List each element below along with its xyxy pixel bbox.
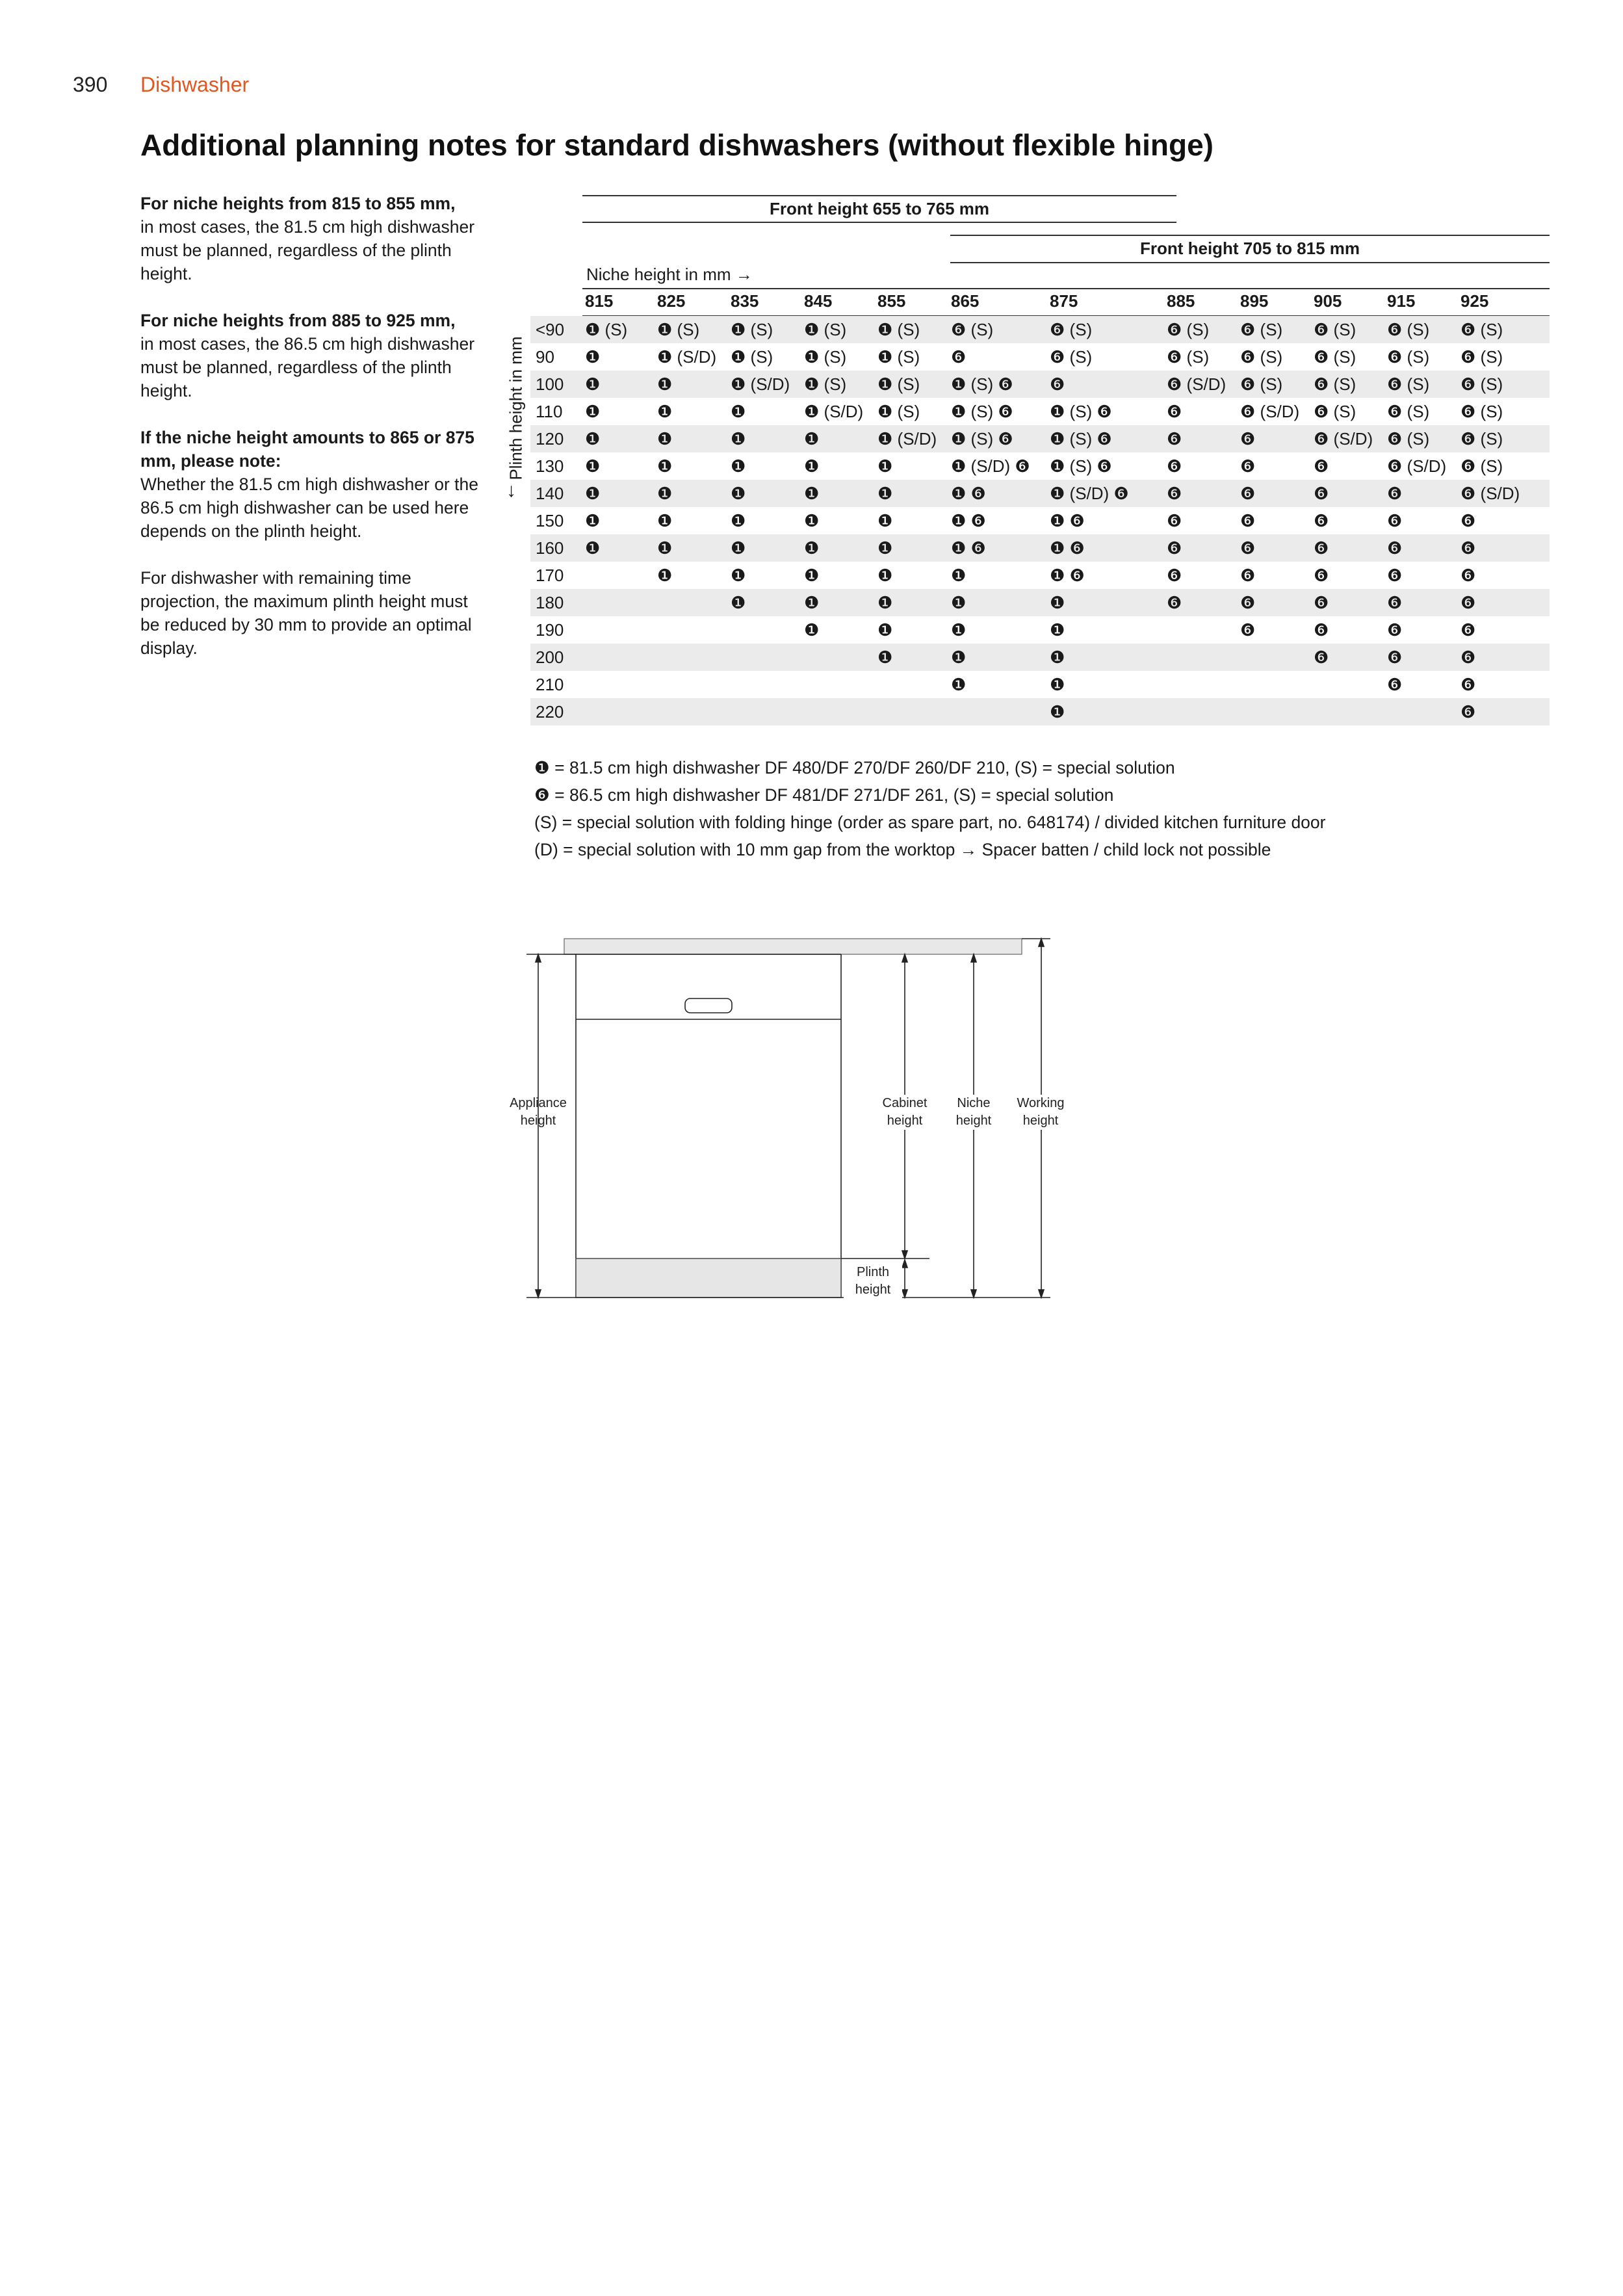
- table-cell: ❻: [1240, 429, 1256, 449]
- table-cell: ❻ (S): [1387, 374, 1430, 394]
- row-label: <90: [536, 320, 565, 339]
- table-cell: ❶ (S): [804, 320, 847, 339]
- legend-item-1: ❶ = 81.5 cm high dishwasher DF 480/DF 270/DF 260/DF 210, (S) = special solution: [534, 758, 1175, 777]
- table-cell: ❻: [1461, 675, 1476, 694]
- column-header: 915: [1387, 291, 1416, 311]
- table-cell: ❶ (S) ❻: [1050, 402, 1112, 421]
- table-cell: ❶ (S): [804, 374, 847, 394]
- table-row: [530, 698, 1550, 725]
- table-cell: ❶: [804, 429, 820, 449]
- appliance-height-line1: Appliance: [510, 1096, 567, 1110]
- legend-item-s: (S) = special solution with folding hinge (order as spare part, no. 648174) / divided kitchen furniture door: [534, 813, 1326, 832]
- table-cell: ❶ (S): [804, 347, 847, 367]
- note-1: [140, 192, 478, 285]
- table-cell: ❶ (S): [877, 402, 920, 421]
- table-cell: ❶ (S/D) ❻: [951, 456, 1030, 476]
- header-rule: [950, 235, 1550, 236]
- table-cell: ❶: [804, 620, 820, 640]
- table-cell: ❶: [731, 484, 746, 503]
- table-cell: ❶: [585, 511, 601, 530]
- row-label: 140: [536, 484, 564, 503]
- table-cell: ❶ (S): [877, 374, 920, 394]
- table-cell: ❻ (S): [1387, 320, 1430, 339]
- table-cell: ❻: [1387, 647, 1403, 667]
- working-height-line2: height: [1022, 1114, 1059, 1128]
- table-cell: ❻: [1314, 593, 1329, 612]
- column-header: 865: [951, 291, 980, 311]
- table-cell: ❶: [657, 456, 673, 476]
- table-cell: ❻ (S/D): [1167, 374, 1227, 394]
- table-cell: ❶: [877, 593, 893, 612]
- row-label: 120: [536, 429, 564, 449]
- table-cell: ❻: [1240, 511, 1256, 530]
- table-cell: ❶ ❻: [951, 484, 986, 503]
- table-cell: ❻ (S/D): [1387, 456, 1447, 476]
- note-2: [140, 309, 478, 402]
- table-cell: ❶ (S): [585, 320, 628, 339]
- table-cell: ❶: [585, 402, 601, 421]
- note-2-text: in most cases, the 86.5 cm high dishwasher must be planned, regardless of the plinth height.: [140, 334, 475, 400]
- table-cell: ❻: [1167, 538, 1182, 558]
- table-cell: ❶: [657, 374, 673, 394]
- front-height-header-2: Front height 705 to 815 mm: [1139, 239, 1360, 258]
- row-label: 130: [536, 456, 564, 476]
- table-cell: ❻ (S): [1167, 347, 1210, 367]
- table-cell: ❻ (S): [1050, 347, 1093, 367]
- table-row: [530, 316, 1550, 343]
- table-cell: ❻: [1240, 566, 1256, 585]
- table-cell: ❶: [1050, 647, 1065, 667]
- table-cell: ❻: [1167, 429, 1182, 449]
- table-cell: ❻: [1240, 484, 1256, 503]
- table-cell: ❻: [1240, 620, 1256, 640]
- table-cell: ❻: [1167, 402, 1182, 421]
- table-row: [530, 616, 1550, 644]
- table-cell: ❻: [1387, 566, 1403, 585]
- down-arrow-icon: ↓: [506, 480, 516, 501]
- note-4-text: For dishwasher with remaining time projection, the maximum plinth height must be reduced by 30 mm to provide an optimal display.: [140, 568, 472, 658]
- table-cell: ❻: [1461, 593, 1476, 612]
- table-cell: ❻: [1387, 538, 1403, 558]
- table-cell: ❶ (S): [877, 347, 920, 367]
- table-row: [530, 371, 1550, 398]
- table-cell: ❶ (S/D): [804, 402, 864, 421]
- table-cell: ❶: [657, 566, 673, 585]
- table-row: [530, 343, 1550, 371]
- table-row: [530, 480, 1550, 507]
- table-cell: ❶: [1050, 675, 1065, 694]
- table-cell: ❶: [731, 402, 746, 421]
- table-cell: ❻: [1167, 484, 1182, 503]
- table-cell: ❻ (S): [1314, 402, 1357, 421]
- table-cell: ❶: [877, 566, 893, 585]
- table-cell: ❶: [804, 511, 820, 530]
- table-cell: ❻: [1167, 593, 1182, 612]
- table-cell: ❻ (S): [1167, 320, 1210, 339]
- table-row: [530, 425, 1550, 452]
- table-cell: ❶: [585, 484, 601, 503]
- table-cell: ❻ (S/D): [1314, 429, 1373, 449]
- table-cell: ❶: [877, 647, 893, 667]
- row-label: 180: [536, 593, 564, 612]
- table-cell: ❻: [1461, 511, 1476, 530]
- header-rule: [582, 288, 1550, 289]
- table-cell: ❶: [731, 429, 746, 449]
- legend-item-6: ❻ = 86.5 cm high dishwasher DF 481/DF 271/DF 261, (S) = special solution: [534, 785, 1114, 805]
- table-cell: ❻ (S): [1314, 374, 1357, 394]
- note-1-text: in most cases, the 81.5 cm high dishwasher must be planned, regardless of the plinth height.: [140, 217, 475, 283]
- row-label: 160: [536, 538, 564, 558]
- table-cell: ❻: [1314, 484, 1329, 503]
- table-cell: ❶ ❻: [951, 511, 986, 530]
- table-cell: ❶: [1050, 702, 1065, 722]
- row-label: 150: [536, 511, 564, 530]
- table-cell: ❶: [585, 538, 601, 558]
- row-label: 90: [536, 347, 554, 367]
- column-header: 905: [1314, 291, 1342, 311]
- table-cell: ❶ (S): [657, 320, 700, 339]
- niche-height-line2: height: [955, 1114, 992, 1128]
- note-3-heading: If the niche height amounts to 865 or 875 mm, please note:: [140, 428, 474, 471]
- row-label: 110: [536, 402, 563, 421]
- cabinet-height-line1: Cabinet: [882, 1096, 928, 1110]
- table-cell: ❶: [877, 620, 893, 640]
- table-cell: ❻: [1461, 702, 1476, 722]
- table-cell: ❻: [1461, 566, 1476, 585]
- table-cell: ❶ (S/D): [877, 429, 937, 449]
- table-row: [530, 562, 1550, 589]
- table-cell: ❶ (S) ❻: [951, 374, 1013, 394]
- note-1-heading: For niche heights from 815 to 855 mm,: [140, 194, 456, 213]
- column-header: 855: [877, 291, 906, 311]
- table-cell: ❻ (S): [1387, 347, 1430, 367]
- table-cell: ❻ (S): [1461, 402, 1503, 421]
- row-label: 170: [536, 566, 564, 585]
- note-4: [140, 566, 478, 660]
- handle: [685, 998, 732, 1013]
- table-cell: ❶ (S) ❻: [1050, 456, 1112, 476]
- table-cell: ❻ (S): [1240, 347, 1283, 367]
- niche-height-line1: Niche: [957, 1096, 991, 1110]
- table-cell: ❻: [1314, 620, 1329, 640]
- table-cell: ❶ ❻: [1050, 538, 1085, 558]
- table-cell: ❶ ❻: [1050, 566, 1085, 585]
- table-cell: ❶: [877, 484, 893, 503]
- table-cell: ❻ (S): [1387, 402, 1430, 421]
- row-label: 210: [536, 675, 564, 694]
- table-cell: ❻: [1167, 456, 1182, 476]
- table-cell: ❶ (S): [877, 320, 920, 339]
- table-row: [530, 534, 1550, 562]
- table-cell: ❶: [585, 374, 601, 394]
- table-cell: ❻: [1461, 647, 1476, 667]
- table-cell: ❻ (S): [1240, 374, 1283, 394]
- table-cell: ❶ (S/D): [731, 374, 790, 394]
- table-row: [530, 644, 1550, 671]
- plinth-height-label-diagram: [844, 1264, 902, 1299]
- working-height-line1: Working: [1017, 1096, 1065, 1110]
- cabinet-height-line2: height: [887, 1114, 923, 1128]
- table-cell: ❶: [804, 538, 820, 558]
- table-cell: ❶: [804, 566, 820, 585]
- table-row: [530, 452, 1550, 480]
- table-cell: ❶: [731, 566, 746, 585]
- working-height-label: [1005, 1095, 1076, 1130]
- table-cell: ❶: [657, 511, 673, 530]
- table-cell: ❶: [585, 347, 601, 367]
- table-cell: ❶: [951, 675, 967, 694]
- table-row: [530, 507, 1550, 534]
- table-cell: ❻: [1240, 538, 1256, 558]
- table-cell: ❶: [585, 456, 601, 476]
- table-cell: ❶: [731, 593, 746, 612]
- column-header: 885: [1167, 291, 1195, 311]
- table-cell: ❻ (S/D): [1461, 484, 1520, 503]
- plinth-height-line2: height: [855, 1283, 891, 1297]
- column-header: 825: [657, 291, 686, 311]
- table-cell: ❶: [951, 566, 967, 585]
- table-cell: ❶: [1050, 593, 1065, 612]
- table-cell: ❻ (S): [1461, 347, 1503, 367]
- table-cell: ❶: [585, 429, 601, 449]
- table-cell: ❶: [951, 647, 967, 667]
- table-cell: ❻: [1461, 538, 1476, 558]
- table-cell: ❻: [1167, 566, 1182, 585]
- cabinet-height-label: [866, 1095, 944, 1130]
- table-cell: ❻: [1167, 511, 1182, 530]
- table-cell: ❻: [1387, 593, 1403, 612]
- table-cell: ❻: [1240, 456, 1256, 476]
- column-header: 895: [1240, 291, 1269, 311]
- column-header: 835: [731, 291, 759, 311]
- note-3-text: Whether the 81.5 cm high dishwasher or the 86.5 cm high dishwasher can be used here depends on the plinth height.: [140, 475, 478, 541]
- table-cell: ❻: [1314, 538, 1329, 558]
- table-cell: ❻ (S): [1461, 374, 1503, 394]
- table-row: [530, 671, 1550, 698]
- note-3: [140, 426, 478, 543]
- plinth-height-line1: Plinth: [856, 1265, 890, 1279]
- table-cell: ❻ (S/D): [1240, 402, 1300, 421]
- section-title: Dishwasher: [140, 73, 250, 96]
- table-cell: ❻: [1387, 675, 1403, 694]
- table-cell: ❻ (S): [1387, 429, 1430, 449]
- table-row: [530, 398, 1550, 425]
- table-cell: ❶: [1050, 620, 1065, 640]
- table-row: [530, 589, 1550, 616]
- row-label: 200: [536, 647, 564, 667]
- table-cell: ❶ (S): [731, 347, 773, 367]
- note-2-heading: For niche heights from 885 to 925 mm,: [140, 311, 456, 330]
- plinth: [576, 1259, 841, 1298]
- table-cell: ❶ (S/D) ❻: [1050, 484, 1129, 503]
- table-cell: ❻: [1050, 374, 1065, 394]
- header-rule: [950, 262, 1550, 263]
- plinth-label-wrap: [497, 317, 536, 499]
- table-cell: ❶: [657, 429, 673, 449]
- table-cell: ❶: [804, 484, 820, 503]
- page-title: Additional planning notes for standard dishwashers (without flexible hinge): [140, 128, 1214, 162]
- table-cell: ❶: [657, 538, 673, 558]
- table-cell: ❶ (S/D): [657, 347, 717, 367]
- table-cell: ❶: [731, 456, 746, 476]
- table-cell: ❻ (S): [1314, 347, 1357, 367]
- planning-notes: [140, 192, 478, 683]
- column-header: 925: [1461, 291, 1489, 311]
- table-cell: ❶ ❻: [951, 538, 986, 558]
- table-cell: ❶: [877, 511, 893, 530]
- table-cell: ❻ (S): [1240, 320, 1283, 339]
- table-cell: ❻: [1240, 593, 1256, 612]
- table-cell: ❻ (S): [1461, 320, 1503, 339]
- table-cell: ❶: [804, 456, 820, 476]
- front-height-header-1: Front height 655 to 765 mm: [769, 199, 990, 218]
- table-cell: ❻ (S): [1461, 429, 1503, 449]
- table-cell: ❻: [1387, 620, 1403, 640]
- table-cell: ❻: [951, 347, 967, 367]
- plinth-height-label: Plinth height in mm: [506, 336, 526, 480]
- table-cell: ❻ (S): [1050, 320, 1093, 339]
- column-header: 815: [585, 291, 614, 311]
- worktop: [564, 939, 1022, 954]
- compatibility-table: [530, 291, 1550, 725]
- column-header: 875: [1050, 291, 1078, 311]
- table-cell: ❻: [1314, 566, 1329, 585]
- column-header: 845: [804, 291, 833, 311]
- table-cell: ❶: [951, 620, 967, 640]
- table-cell: ❻: [1314, 456, 1329, 476]
- table-cell: ❶: [657, 402, 673, 421]
- table-cell: ❶: [657, 484, 673, 503]
- table-cell: ❶ ❻: [1050, 511, 1085, 530]
- row-label: 100: [536, 374, 564, 394]
- legend-item-d: (D) = special solution with 10 mm gap from the worktop → Spacer batten / child lock not possible: [534, 840, 1271, 859]
- table-cell: ❶: [731, 511, 746, 530]
- table-cell: ❶ (S) ❻: [951, 402, 1013, 421]
- header-rule: [582, 195, 1176, 196]
- table-cell: ❻: [1387, 511, 1403, 530]
- table-cell: ❻: [1314, 511, 1329, 530]
- niche-height-label: Niche height in mm →: [586, 265, 753, 284]
- table-cell: ❶: [951, 593, 967, 612]
- table-cell: ❻: [1314, 647, 1329, 667]
- table-cell: ❻ (S): [1461, 456, 1503, 476]
- table-cell: ❶: [877, 538, 893, 558]
- table-cell: ❻: [1461, 620, 1476, 640]
- table-cell: ❶ (S): [731, 320, 773, 339]
- appliance-height-line2: height: [520, 1114, 556, 1128]
- appliance-height-label: [499, 1095, 577, 1130]
- table-cell: ❶: [731, 538, 746, 558]
- header-rule: [582, 222, 1176, 223]
- table-cell: ❶: [877, 456, 893, 476]
- table-cell: ❶ (S) ❻: [1050, 429, 1112, 449]
- table-cell: ❶ (S) ❻: [951, 429, 1013, 449]
- row-label: 220: [536, 702, 564, 722]
- row-label: 190: [536, 620, 564, 640]
- table-cell: ❻ (S): [1314, 320, 1357, 339]
- page-number: 390: [73, 73, 108, 96]
- table-cell: ❻ (S): [951, 320, 994, 339]
- table-cell: ❶: [804, 593, 820, 612]
- niche-height-diagram-label: [941, 1095, 1006, 1130]
- table-cell: ❻: [1387, 484, 1403, 503]
